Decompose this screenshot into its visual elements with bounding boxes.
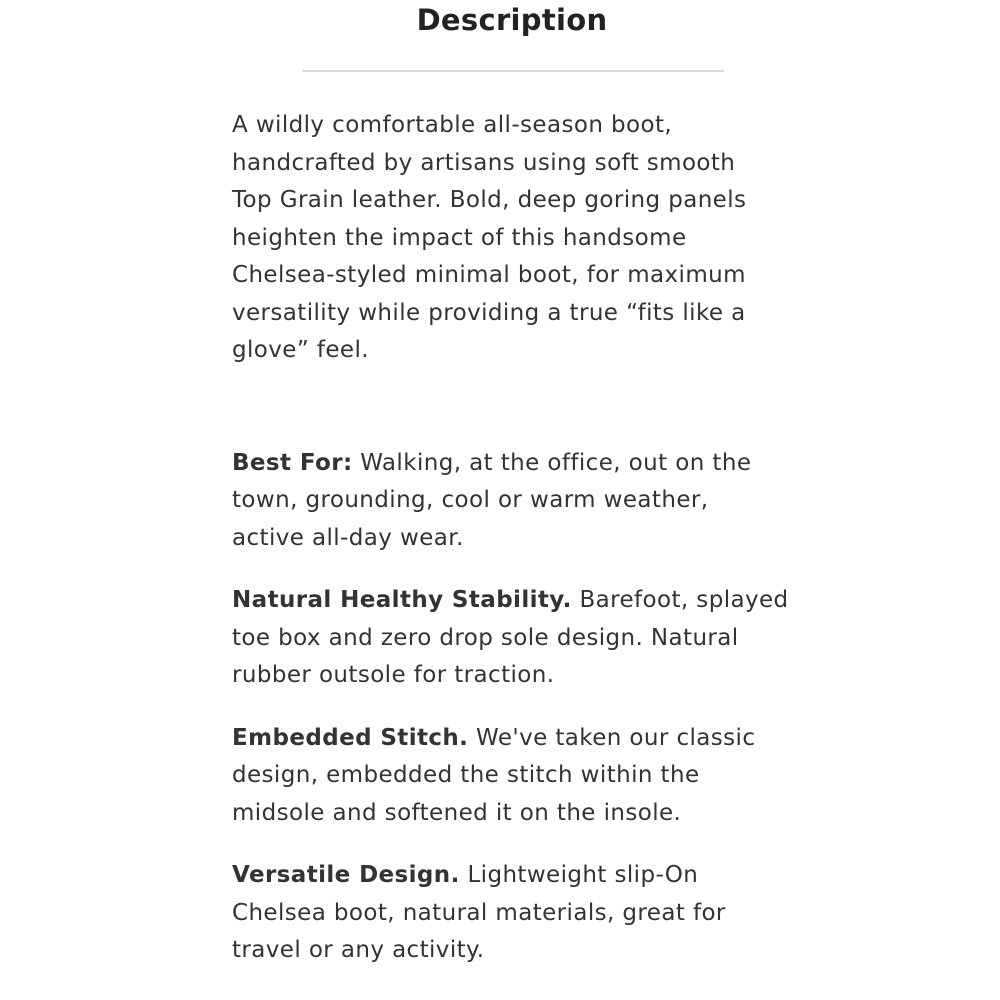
intro-line: heighten the impact of this handsome bbox=[232, 224, 687, 251]
feature-versatile-design bbox=[232, 857, 792, 970]
intro-line: Top Grain leather. Bold, deep goring panels bbox=[232, 187, 747, 213]
feature-text: active all-day wear. bbox=[232, 524, 464, 551]
feature-text: town, grounding, cool or warm weather, bbox=[232, 487, 709, 513]
feature-embedded-stitch bbox=[232, 720, 792, 833]
feature-text: Walking, at the office, out on the bbox=[360, 449, 752, 476]
intro-line: glove” feel. bbox=[232, 337, 369, 363]
feature-text: rubber outsole for traction. bbox=[232, 662, 555, 688]
description-content bbox=[232, 107, 792, 995]
intro-paragraph bbox=[232, 107, 792, 370]
feature-text: Lightweight slip-On bbox=[467, 862, 699, 888]
feature-text: travel or any activity. bbox=[232, 937, 485, 963]
feature-label: Embedded Stitch. bbox=[232, 724, 469, 751]
feature-text: We've taken our classic bbox=[476, 724, 756, 751]
feature-natural-healthy-stability bbox=[232, 582, 792, 695]
feature-text: Barefoot, splayed bbox=[579, 587, 789, 613]
feature-label: Versatile Design. bbox=[232, 862, 460, 888]
intro-line: Chelsea-styled minimal boot, for maximum bbox=[232, 262, 746, 288]
section-title: Description bbox=[416, 3, 608, 37]
intro-line: A wildly comfortable all-season boot, bbox=[232, 112, 673, 138]
feature-text: Chelsea boot, natural materials, great for bbox=[232, 899, 726, 926]
feature-text: midsole and softened it on the insole. bbox=[232, 799, 682, 826]
intro-line: versatility while providing a true “fits like a bbox=[232, 299, 746, 326]
intro-line: handcrafted by artisans using soft smooth bbox=[232, 149, 736, 176]
feature-best-for bbox=[232, 445, 792, 558]
feature-text: design, embedded the stitch within the bbox=[232, 762, 700, 788]
feature-text: toe box and zero drop sole design. Natural bbox=[232, 624, 739, 651]
feature-label: Natural Healthy Stability. bbox=[232, 587, 572, 613]
feature-label: Best For: bbox=[232, 449, 353, 476]
title-divider bbox=[302, 70, 724, 72]
